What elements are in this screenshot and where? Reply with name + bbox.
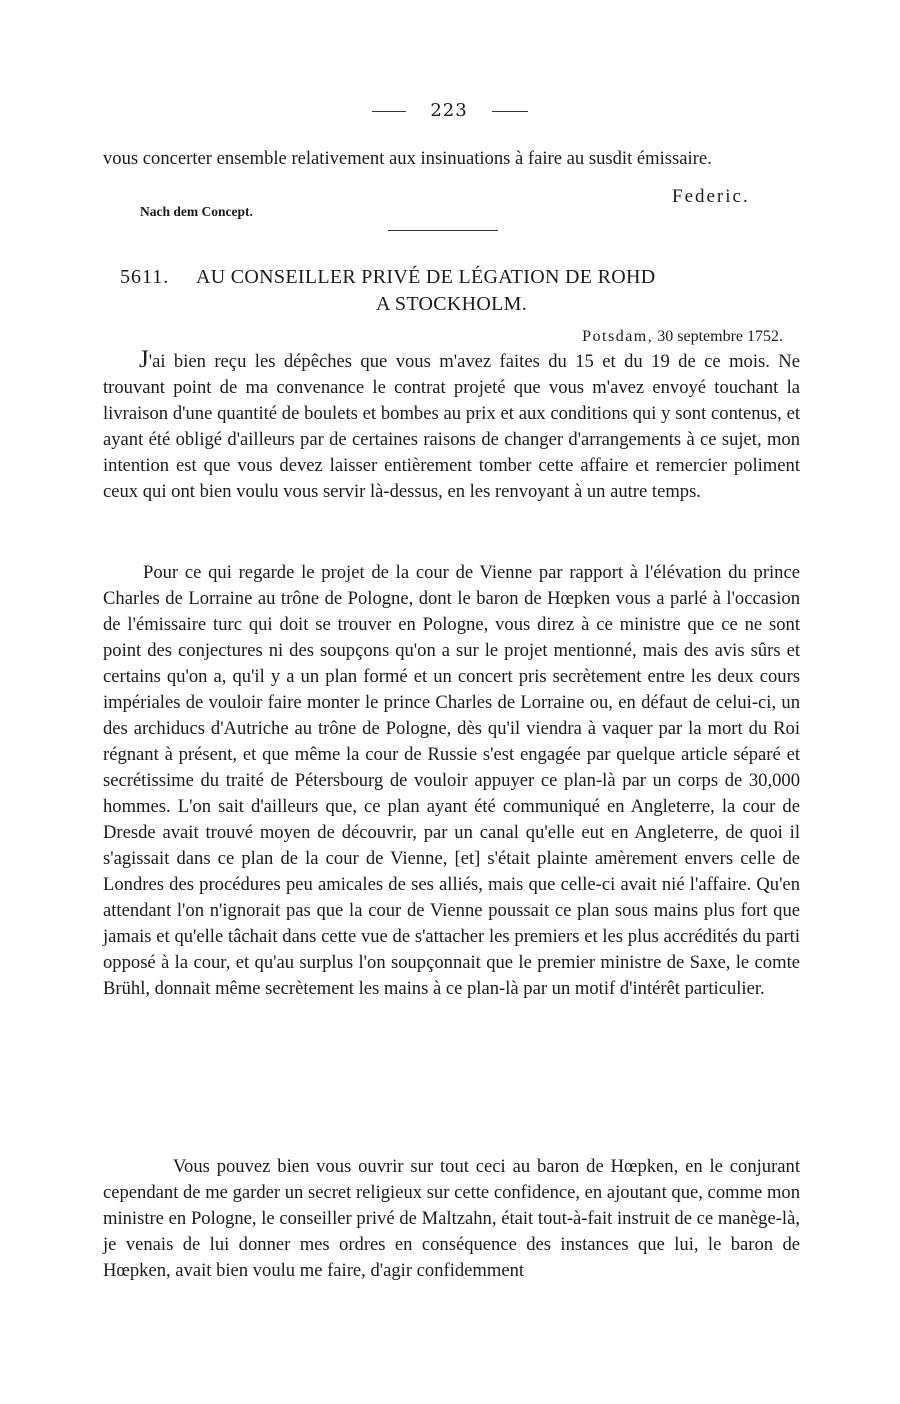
paragraph-1-text: 'ai bien reçu les dépêches que vous m'avez faites du 15 et du 19 de ce mois. Ne trouvant point de ma convenance le contrat projeté que vous m'avez envoyé touchant la livraison d'une quantité de boulets et bombes au prix et aux conditions qui y sont contenus, et ayant été obligé d'ailleurs par de certaines raisons de changer d'arrangements à ce sujet, mon intention est que vous devez laisser entièrement tomber cette affaire et remercier poliment ceux qui ont bien voulu vous servir là-dessus, en les renvoyant à un autre temps.	[103, 351, 800, 502]
date-place: Potsdam,	[582, 328, 654, 345]
page-number: 223	[430, 100, 468, 121]
header-dash-right	[492, 111, 528, 112]
header-dash-left	[372, 111, 406, 112]
continuation-text: vous concerter ensemble relativement aux insinuations à faire au susdit émissaire.	[103, 148, 712, 169]
section-divider	[388, 230, 498, 231]
paragraph-2: Pour ce qui regarde le projet de la cour de Vienne par rapport à l'élévation du prince Charles de Lorraine au trône de Pologne, dont le baron de Hœpken vous a parlé à l'occasion de l'émissaire turc qui doit se trouver en Pologne, vous direz à ce ministre que ce ne sont point des conjectures ni des soupçons qu'on a sur le projet mentionné, mais des avis sûrs et certains qu'on a, qu'il y a un plan formé et un concert pris secrètement entre les deux cours impériales de vouloir faire monter le prince Charles de Lorraine ou, en défaut de celui-ci, un des archiducs d'Autriche au trône de Pologne, dès qu'il viendra à vaquer par la mort du Roi régnant à présent, et que même la cour de Russie s'est engagée par quelque article séparé et secrétissime du traité de Pétersbourg de vouloir appuyer ce plan-là par un corps de 30,000 hommes. L'on sait d'ailleurs que, ce plan ayant été communiqué en Angleterre, la cour de Dresde avait trouvé moyen de découvrir, par un canal qu'elle eut en Angleterre, de quoi il s'agissait dans ce plan de la cour de Vienne, [et] s'était plainte amèrement envers celle de Londres des procédures peu amicales de ses alliés, mais que celle-ci avait nié l'affaire. Qu'en attendant l'on n'ignorait pas que la cour de Vienne poussait ce plan sous mains plus fort que jamais et qu'elle tâchait dans cette vue de s'attacher les premiers et les plus accrédités du parti opposé à la cour, et qu'au surplus l'on soupçonnait que le premier ministre de Saxe, le comte Brühl, donnait même secrètement les mains à ce plan-là par un motif d'intérêt particulier.	[103, 562, 800, 999]
page-header	[0, 100, 900, 121]
dateline	[103, 328, 783, 346]
letter-title-line2: A STOCKHOLM.	[375, 293, 528, 315]
signature: Federic.	[672, 186, 750, 207]
dropcap: J	[139, 346, 149, 373]
letter-title-line1: AU CONSEILLER PRIVÉ DE LÉGATION DE ROHD	[196, 266, 656, 288]
source-note: Nach dem Concept.	[140, 204, 253, 219]
letter-number: 5611.	[120, 266, 170, 288]
paragraph-1	[103, 347, 800, 505]
date-text: 30 septembre 1752.	[657, 328, 783, 345]
paragraph-3: Vous pouvez bien vous ouvrir sur tout ceci au baron de Hœpken, en le conjurant cependant de me garder un secret religieux sur cette confidence, en ajoutant que, comme mon ministre en Pologne, le conseiller privé de Maltzahn, était tout-à-fait instruit de ce manège-là, je venais de lui donner mes ordres en conséquence des instances que lui, le baron de Hœpken, avait bien voulu me faire, d'agir confidemment	[103, 1156, 800, 1281]
